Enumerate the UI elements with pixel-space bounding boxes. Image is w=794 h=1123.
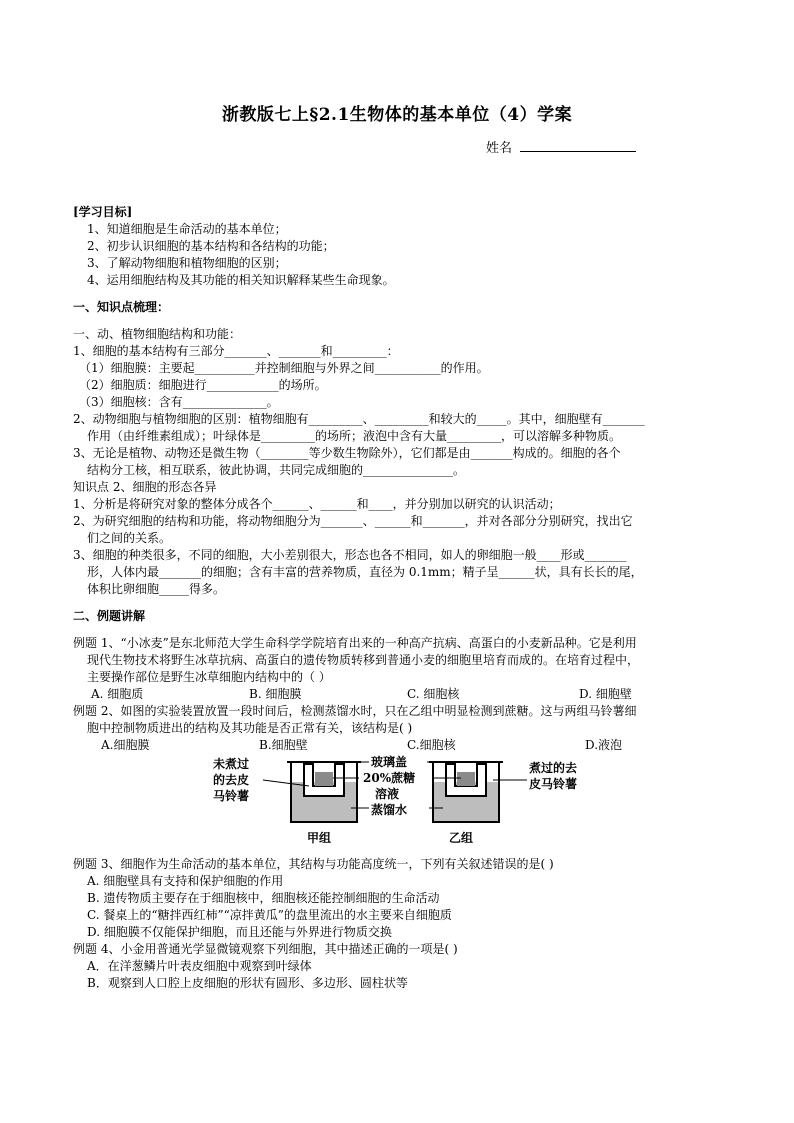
goal-item: 3、了解动物细胞和植物细胞的区别； xyxy=(87,256,287,270)
label-group-a: 甲组 xyxy=(307,831,332,845)
label-boiled-potato-1: 煮过的去 xyxy=(529,761,578,775)
label-solution: 溶液 xyxy=(375,787,400,801)
option-a[interactable]: A.细胞膜 xyxy=(101,738,150,752)
option-d[interactable]: D. 细胞膜不仅能保护细胞，而且还能与外界进行物质交换 xyxy=(87,925,392,939)
beaker-right xyxy=(429,762,503,822)
example3-text: 例题 3、细胞作为生命活动的基本单位，其结构与功能高度统一，下列有关叙述错误的是( ) xyxy=(73,857,554,871)
option-c[interactable]: C.细胞核 xyxy=(407,738,456,752)
label-untreated-potato-1: 未煮过 xyxy=(213,757,250,771)
goal-item: 4、运用细胞结构及其功能的相关知识解释某些生命现象。 xyxy=(87,273,395,287)
knowledge-line: 体积比卵细胞_____得多。 xyxy=(87,582,226,596)
knowledge-line: 作用（由纤维素组成）；叶绿体是_________的场所；液泡中含有大量_________，可以溶解多种物质。 xyxy=(87,429,622,443)
option-b[interactable]: B.细胞壁 xyxy=(259,738,308,752)
label-untreated-potato-2: 的去皮 xyxy=(213,773,250,787)
section1-subheading: 一、动、植物细胞结构和功能： xyxy=(73,327,242,341)
option-b[interactable]: B. 细胞膜 xyxy=(249,687,302,701)
example2-text: 例题 2、如图的实验装置放置一段时间后，检测蒸馏水时，只在乙组中明显检测到蔗糖。这与两组马铃薯细 xyxy=(73,704,637,718)
goal-item: 1、知道细胞是生命活动的基本单位； xyxy=(87,222,287,236)
knowledge-line: 1、细胞的基本结构有三部分_______、_______和_________： xyxy=(73,344,399,358)
label-distilled-water: 蒸馏水 xyxy=(371,803,408,817)
knowledge-line: 2、为研究细胞的结构和功能，将动物细胞分为_______、______和_______，并对各部分分别研究，找出它 xyxy=(73,514,633,528)
label-untreated-potato-3: 马铃薯 xyxy=(213,789,250,803)
option-d[interactable]: D. 细胞壁 xyxy=(579,687,632,701)
knowledge-line: 2、动物细胞与植物细胞的区别：植物细胞有_________、_________和较大的_____。其中，细胞壁有_______ xyxy=(73,412,645,426)
example4-text: 例题 4、小金用普通光学显微镜观察下列细胞，其中描述正确的一项是( ) xyxy=(73,942,458,956)
option-a[interactable]: A. 细胞壁具有支持和保护细胞的作用 xyxy=(87,874,284,888)
name-blank[interactable] xyxy=(520,139,636,152)
goals-heading: [学习目标] xyxy=(73,205,133,219)
option-b[interactable]: B．观察到人口腔上皮细胞的形状有圆形、多边形、圆柱状等 xyxy=(87,976,408,990)
name-label: 姓名 xyxy=(486,141,513,156)
section1-heading: 一、知识点梳理： xyxy=(73,300,170,314)
knowledge-line: 1、分析是将研究对象的整体分成各个______、______和____，并分别加以研究的认识活动； xyxy=(73,497,561,511)
option-a[interactable]: A．在洋葱鳞片叶表皮细胞中观察到叶绿体 xyxy=(87,959,312,973)
document-body xyxy=(73,204,723,992)
knowledge-line: 结构分工核，相互联系，彼此协调，共同完成细胞的_______________。 xyxy=(87,463,466,477)
knowledge-line: 3、细胞的种类很多，不同的细胞，大小差别很大，形态也各不相同，如人的卵细胞一般____形或_______ xyxy=(73,548,627,562)
beaker-left xyxy=(287,762,361,822)
example1-text: 现代生物技术将野生冰草抗病、高蛋白的遗传物质转移到普通小麦的细胞里培育而成的。在培育过程中， xyxy=(87,653,640,667)
experiment-figure xyxy=(211,756,621,856)
example2-text: 胞中控制物质进出的结构及其功能是否正常有关，该结构是( ) xyxy=(87,721,413,735)
document-title: 浙教版七上§2.1生物体的基本单位（4）学案 xyxy=(221,105,573,125)
example1-options xyxy=(73,686,723,703)
label-glass-cover: 玻璃盖 xyxy=(371,755,408,769)
option-a[interactable]: A. 细胞质 xyxy=(91,687,144,701)
example2-options xyxy=(73,737,723,754)
example1-text: 例题 1、“小冰麦”是东北师范大学生命科学学院培育出来的一种高产抗病、高蛋白的小麦新品种。它是利用 xyxy=(73,636,637,650)
knowledge-line: 3、无论是植物、动物还是微生物（________等少数生物除外），它们都是由_______构成的。细胞的各个 xyxy=(73,446,621,460)
option-b[interactable]: B. 遗传物质主要存在于细胞核中，细胞核还能控制细胞的生命活动 xyxy=(87,891,440,905)
name-field xyxy=(486,139,636,158)
knowledge-line: （3）细胞核：含有______________。 xyxy=(79,395,279,409)
label-boiled-potato-2: 皮马铃薯 xyxy=(529,777,578,791)
knowledge-line: 们之间的关系。 xyxy=(87,531,172,545)
section2-heading: 二、例题讲解 xyxy=(73,609,146,623)
goal-item: 2、初步认识细胞的基本结构和各结构的功能； xyxy=(87,239,335,253)
label-group-b: 乙组 xyxy=(449,831,474,845)
label-sucrose: 20%蔗糖 xyxy=(363,771,416,785)
knowledge-line: 形，人体内最_______的细胞；含有丰富的营养物质，直径为 0.1mm；精子呈______状，具有长长的尾， xyxy=(87,565,643,579)
example1-text: 主要操作部位是野生冰草细胞内结构中的（ ） xyxy=(87,670,331,684)
knowledge-line: （1）细胞膜：主要起__________并控制细胞与外界之间___________的作用。 xyxy=(79,361,489,375)
option-c[interactable]: C. 细胞核 xyxy=(407,687,460,701)
section1-subheading-2: 知识点 2、细胞的形态各异 xyxy=(73,480,217,494)
option-c[interactable]: C. 餐桌上的“糖拌西红柿”“凉拌黄瓜”的盘里流出的水主要来自细胞质 xyxy=(87,908,452,922)
option-d[interactable]: D.液泡 xyxy=(585,738,623,752)
knowledge-line: （2）细胞质：细胞进行____________的场所。 xyxy=(79,378,327,392)
